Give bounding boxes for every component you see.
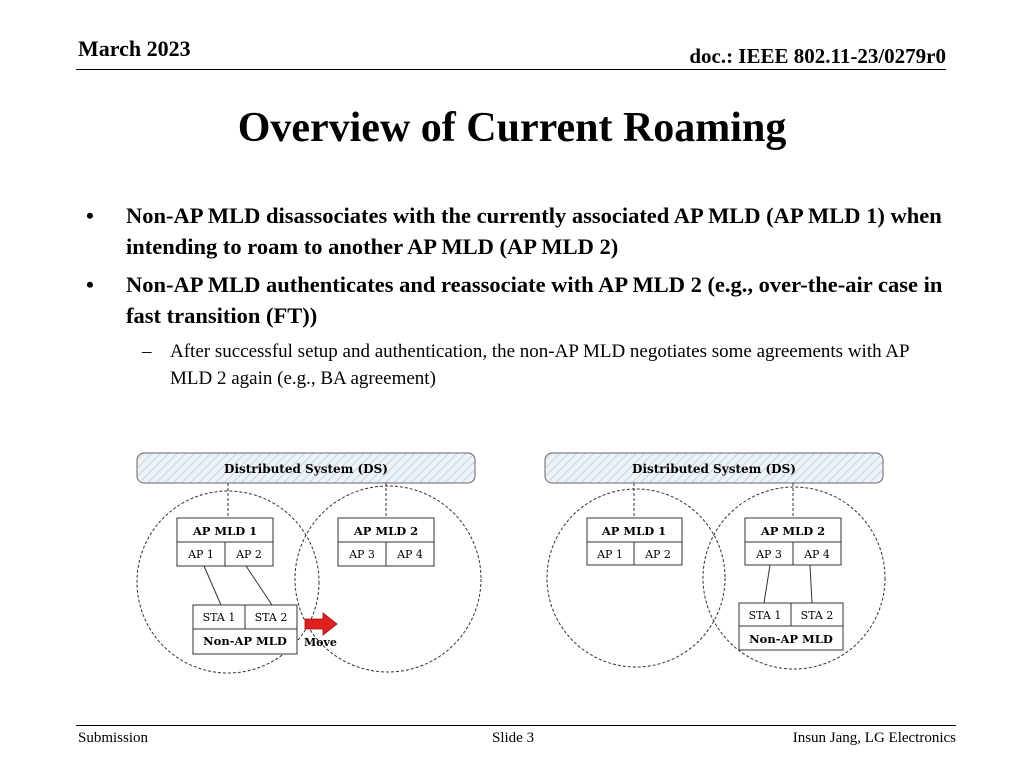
footer-author: Insun Jang, LG Electronics [792,730,956,746]
non-ap-mld-label: Non-AP MLD [203,634,287,648]
sta-1-label: STA 1 [202,611,236,624]
link-ap1-sta1 [204,566,221,605]
diagram-after-svg [542,445,892,675]
ap-mld-2-label: AP MLD 2 [760,524,826,538]
move-label: Move [304,636,337,649]
ap-3-label: AP 3 [756,548,782,561]
bullet-text: Non-AP MLD disassociates with the currently associated AP MLD (AP MLD 1) when intending to roam to another AP MLD (AP MLD 2) [126,203,942,259]
sta-2-label: STA 2 [800,609,834,622]
bullet-text: Non-AP MLD authenticates and reassociate with AP MLD 2 (e.g., over-the-air case in fast transition (FT)) [126,272,943,328]
link-ap3-sta1 [764,565,770,603]
ap-2-label: AP 2 [236,548,262,561]
header-doc-id: doc.: IEEE 802.11-23/0279r0 [689,44,946,68]
ap-4-label: AP 4 [804,548,830,561]
bullet-mark: • [86,203,94,228]
ap-1-label: AP 1 [188,548,214,561]
ap-3-label: AP 3 [349,548,375,561]
bullet-mark: • [86,272,94,297]
sub-bullet-item [86,338,946,392]
move-arrow-icon [305,613,337,635]
coverage-circle-ap-mld-1 [547,489,725,667]
ap-mld-2-label: AP MLD 2 [353,524,419,538]
bullet-item [86,269,946,331]
link-ap2-sta2 [246,566,272,605]
footer-submission: Submission [78,730,149,746]
bullet-list [86,200,946,392]
ap-2-label: AP 2 [645,548,671,561]
ap-4-label: AP 4 [397,548,423,561]
header-date: March 2023 [78,36,191,61]
slide-title: Overview of Current Roaming [237,105,787,151]
ap-mld-1-label: AP MLD 1 [192,524,258,538]
diagram-before-svg [134,445,484,675]
link-ap4-sta2 [810,565,812,603]
ds-label: Distributed System (DS) [632,462,796,476]
header-rule [76,69,946,70]
sta-1-label: STA 1 [748,609,782,622]
ap-1-label: AP 1 [597,548,623,561]
footer-slide-number: Slide 3 [492,730,535,746]
diagram-before-roaming [134,445,484,675]
sub-bullet-mark: – [142,341,152,362]
footer-rule [76,725,956,726]
ds-label: Distributed System (DS) [224,462,388,476]
sub-bullet-text: After successful setup and authentication, the non-AP MLD negotiates some agreements with AP MLD 2 again (e.g., BA agreement) [170,341,909,389]
bullet-item [86,200,946,262]
diagram-after-roaming [542,445,892,675]
ap-mld-1-label: AP MLD 1 [601,524,667,538]
sta-2-label: STA 2 [254,611,288,624]
non-ap-mld-label: Non-AP MLD [749,632,833,646]
